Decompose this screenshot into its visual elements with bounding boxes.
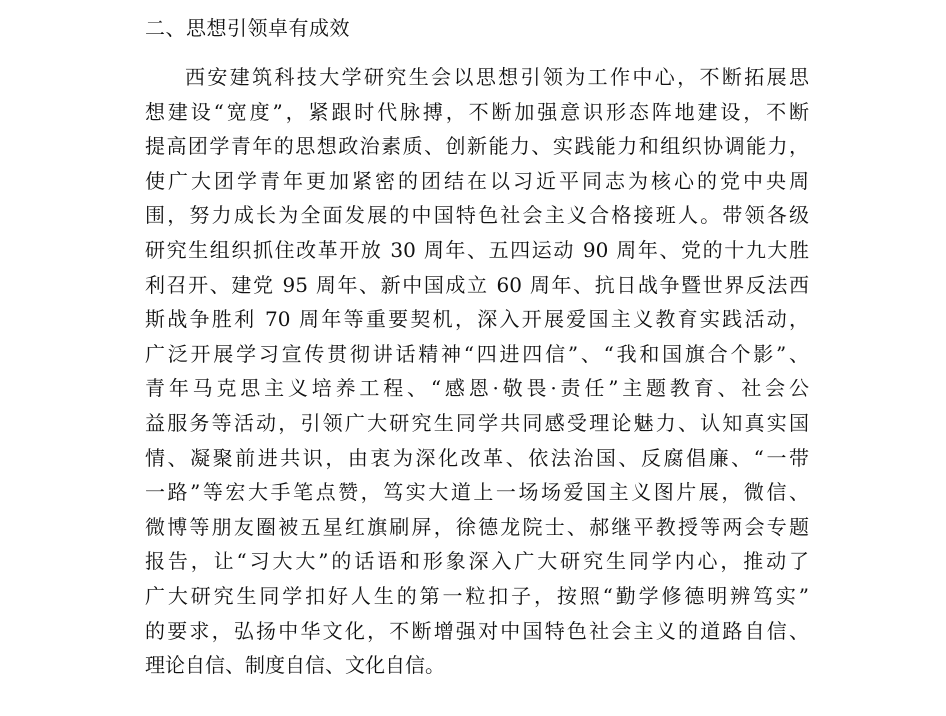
paragraph-line: 围，努力成长为全面发展的中国特色社会主义合格接班人。带领各级	[145, 203, 809, 228]
paragraph-line: 报告，让“习大大”的话语和形象深入广大研究生同学内心，推动了	[145, 549, 809, 574]
body-paragraph	[145, 60, 809, 683]
paragraph-line: 情、凝聚前进共识，由衷为深化改革、依法治国、反腐倡廉、“一带	[145, 445, 809, 470]
paragraph-line-last: 理论自信、制度自信、文化自信。	[145, 653, 445, 678]
section-heading: 二、思想引领卓有成效	[145, 16, 350, 40]
paragraph-line: 斯战争胜利 70 周年等重要契机，深入开展爱国主义教育实践活动，	[145, 307, 809, 332]
paragraph-line: 提高团学青年的思想政治素质、创新能力、实践能力和组织协调能力，	[145, 134, 809, 159]
paragraph-line: 益服务等活动，引领广大研究生同学共同感受理论魅力、认知真实国	[145, 410, 809, 435]
paragraph-line: 西安建筑科技大学研究生会以思想引领为工作中心，不断拓展思	[185, 65, 809, 89]
paragraph-line: 利召开、建党 95 周年、新中国成立 60 周年、抗日战争暨世界反法西	[145, 272, 809, 297]
paragraph-line: 广大研究生同学扣好人生的第一粒扣子，按照“勤学修德明辨笃实”	[145, 583, 809, 608]
paragraph-line: 的要求，弘扬中华文化，不断增强对中国特色社会主义的道路自信、	[145, 618, 809, 643]
paragraph-line: 想建设“宽度”，紧跟时代脉搏，不断加强意识形态阵地建设，不断	[145, 99, 809, 124]
paragraph-line: 一路”等宏大手笔点赞，笃实大道上一场场爱国主义图片展，微信、	[145, 480, 809, 505]
document-page	[145, 10, 809, 683]
paragraph-line: 微博等朋友圈被五星红旗刷屏，徐德龙院士、郝继平教授等两会专题	[145, 514, 809, 539]
paragraph-line: 青年马克思主义培养工程、“感恩·敬畏·责任”主题教育、社会公	[145, 376, 809, 401]
paragraph-line: 广泛开展学习宣传贯彻讲话精神“四进四信”、“我和国旗合个影”、	[145, 341, 809, 366]
paragraph-line: 使广大团学青年更加紧密的团结在以习近平同志为核心的党中央周	[145, 168, 809, 193]
paragraph-line: 研究生组织抓住改革开放 30 周年、五四运动 90 周年、党的十九大胜	[145, 237, 809, 262]
